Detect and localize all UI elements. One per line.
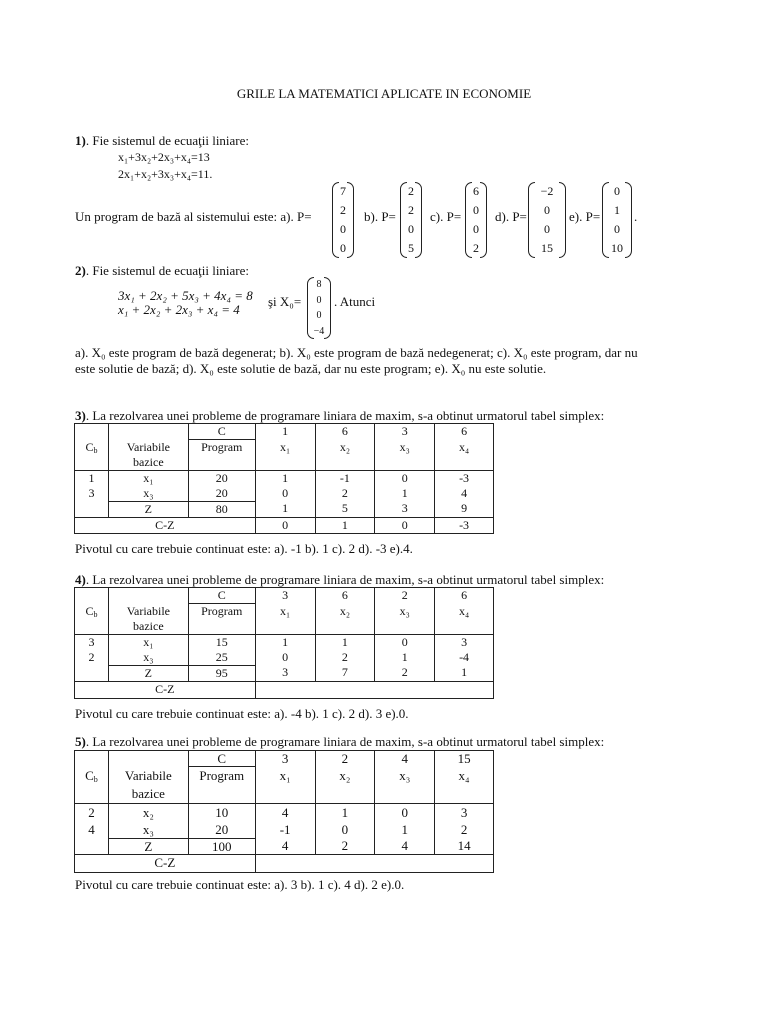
q5-intro-text: . La rezolvarea unei probleme de programare liniara de maxim, s-a obtinut urmatorul tabel simplex: — [85, 734, 605, 749]
q2-answers-line-2: este solutie de bază; d). X₀ este solutie de bază, dar nu este program; e). X₀ nu este solutie. — [75, 361, 547, 376]
matrix-cell: 5 — [408, 241, 414, 255]
c-value: 2 — [375, 588, 435, 604]
header-program: Program — [188, 440, 255, 471]
q2-answers-line-1: a). X₀ este program de bază degenerat; b). X₀ este program de bază nedegenerat; c). X₀ este program, dar nu — [75, 345, 638, 360]
table-row — [75, 665, 494, 681]
q2-si-x0: şi X₀= — [268, 294, 302, 309]
matrix-cell: 0 — [473, 203, 479, 217]
matrix-cell: 2 — [408, 184, 414, 198]
cell: 1 — [88, 470, 95, 485]
cell: 1 — [401, 821, 408, 837]
q5-number: 5) — [75, 734, 86, 749]
header-variabile — [108, 440, 188, 471]
q4-intro — [75, 573, 604, 586]
header-text: bazice — [133, 454, 164, 469]
table-row — [75, 751, 494, 767]
table-row — [75, 440, 494, 471]
cz-label: C-Z — [75, 681, 256, 698]
matrix-cell: 2 — [473, 241, 479, 255]
q1-end-period: . — [634, 209, 638, 224]
z-label: Z — [108, 665, 188, 681]
q3-simplex-table — [74, 423, 494, 534]
cell: 3 — [460, 804, 468, 820]
cell: 1 — [341, 804, 349, 820]
q1-equation-1: x₁+3x₂+2x₃+x₄=13 — [118, 150, 210, 164]
matrix-cell: 0 — [614, 222, 620, 236]
header-x: x₂ — [315, 604, 375, 635]
z-value: 1 — [255, 501, 315, 517]
table-row — [75, 424, 494, 440]
q2-number: 2) — [75, 263, 86, 278]
q2-intro — [75, 264, 249, 277]
cell: 3 — [88, 634, 95, 649]
q1-intro — [75, 134, 249, 147]
cell: 20 — [215, 485, 228, 500]
cell: -4 — [459, 649, 470, 664]
matrix-cell: 2 — [340, 203, 346, 217]
q2-intro-text: . Fie sistemul de ecuaţii liniare: — [85, 263, 250, 278]
q1-matrix-d — [528, 182, 566, 258]
header-x: x₂ — [315, 440, 375, 471]
table-row — [75, 634, 494, 665]
cell: 2 — [341, 485, 348, 500]
cell: 0 — [282, 485, 289, 500]
cell: 0 — [401, 634, 408, 649]
q1-equation-2: 2x₁+x₂+3x₃+x₄=11. — [118, 167, 213, 181]
header-program: Program — [188, 604, 255, 635]
cell: 20 — [215, 470, 228, 485]
cz-label: C-Z — [75, 854, 256, 872]
matrix-cell: 0 — [614, 184, 620, 198]
cell: 1 — [401, 485, 408, 500]
matrix-cell: 15 — [541, 241, 553, 255]
z-value: 4 — [255, 838, 315, 854]
cz-value: 0 — [375, 517, 435, 533]
cell: 0 — [341, 821, 349, 837]
cell: x₁ — [143, 634, 154, 649]
cell: 1 — [401, 649, 408, 664]
matrix-cell: −2 — [540, 184, 554, 198]
cell: 1 — [341, 634, 348, 649]
header-variabile — [108, 604, 188, 635]
matrix-cell: 1 — [614, 203, 620, 217]
header-variabile — [108, 767, 188, 804]
cz-empty — [255, 854, 493, 872]
header-c: C — [188, 588, 255, 604]
z-value: 3 — [375, 501, 435, 517]
q4-number: 4) — [75, 572, 86, 587]
header-text: Variabile — [124, 767, 172, 783]
header-cb: $C_b$ — [75, 767, 109, 804]
q1-matrix-e — [602, 182, 632, 258]
header-c: C — [188, 751, 255, 767]
cell: 0 — [401, 470, 408, 485]
c-value: 3 — [375, 424, 435, 440]
table-row — [75, 501, 494, 517]
cell: 2 — [341, 649, 348, 664]
cell: 20 — [215, 821, 229, 837]
cell: 0 — [401, 804, 408, 820]
matrix-cell: 7 — [340, 184, 346, 198]
header-c: C — [188, 424, 255, 440]
q1-option-d-label: d). P= — [495, 209, 527, 224]
table-row — [75, 767, 494, 804]
cell: x₃ — [143, 485, 154, 500]
q1-matrix-c — [465, 182, 487, 258]
matrix-cell: 0 — [544, 222, 550, 236]
cell: -1 — [339, 470, 350, 485]
q2-atunci: . Atunci — [334, 294, 376, 309]
c-value: 6 — [315, 588, 375, 604]
z-value: 5 — [315, 501, 375, 517]
cell: 15 — [215, 634, 228, 649]
header-x: x₁ — [255, 604, 315, 635]
header-x: x₁ — [255, 440, 315, 471]
cell: 0 — [282, 649, 289, 664]
table-row — [75, 854, 494, 872]
header-text: Variabile — [126, 603, 170, 618]
cz-value: -3 — [435, 517, 494, 533]
matrix-cell: 0 — [408, 222, 414, 236]
z-program: 100 — [188, 838, 255, 854]
q3-intro-text: . La rezolvarea unei probleme de programare liniara de maxim, s-a obtinut urmatorul tabel simplex: — [85, 408, 605, 423]
matrix-cell: 0 — [340, 241, 346, 255]
cell: 10 — [215, 804, 229, 820]
z-value: 2 — [375, 665, 435, 681]
z-value: 2 — [315, 838, 375, 854]
matrix-cell: 8 — [316, 279, 322, 291]
matrix-cell: −4 — [313, 325, 325, 337]
cz-value: 0 — [255, 517, 315, 533]
cell: 4 — [461, 485, 468, 500]
q3-number: 3) — [75, 408, 86, 423]
cell: 1 — [282, 470, 289, 485]
cell: -3 — [459, 470, 470, 485]
matrix-cell: 0 — [340, 222, 346, 236]
table-row — [75, 517, 494, 533]
z-program: 95 — [188, 665, 255, 681]
matrix-cell: 2 — [408, 203, 414, 217]
z-value: 1 — [435, 665, 494, 681]
cell: -1 — [279, 821, 291, 837]
q1-option-e-label: e). P= — [569, 209, 601, 224]
matrix-cell: 10 — [611, 241, 623, 255]
header-x: x₄ — [435, 604, 494, 635]
z-program: 80 — [188, 501, 255, 517]
q5-intro — [75, 735, 604, 748]
z-label: Z — [108, 501, 188, 517]
header-cb: $C_b$ — [75, 440, 109, 471]
z-value: 9 — [435, 501, 494, 517]
q1-intro-text: . Fie sistemul de ecuaţii liniare: — [85, 133, 250, 148]
q4-pivot: Pivotul cu care trebuie continuat este: a). -4 b). 1 c). 2 d). 3 e).0. — [75, 706, 409, 721]
cell: 2 — [88, 804, 95, 820]
z-value: 4 — [375, 838, 435, 854]
table-row — [75, 604, 494, 635]
cell: 3 — [461, 634, 468, 649]
header-x: x₄ — [435, 440, 494, 471]
table-row — [75, 838, 494, 854]
table-row — [75, 803, 494, 838]
q3-intro — [75, 409, 604, 422]
c-value: 1 — [255, 424, 315, 440]
cell: 4 — [281, 804, 289, 820]
q4-simplex-table — [74, 587, 494, 699]
table-row — [75, 470, 494, 501]
header-text: Variabile — [126, 439, 170, 454]
cell: 4 — [88, 821, 95, 837]
c-value: 6 — [435, 588, 494, 604]
matrix-cell: 0 — [316, 310, 322, 322]
header-x: x₃ — [375, 767, 435, 804]
c-value: 3 — [255, 751, 315, 767]
c-value: 15 — [435, 751, 494, 767]
c-value: 2 — [315, 751, 375, 767]
q2-equation-2: x₁ + 2x₂ + 2x₃ + x₄ = 4 — [118, 302, 240, 317]
table-row — [75, 681, 494, 698]
q1-option-b-label: b). P= — [364, 209, 396, 224]
z-value: 3 — [255, 665, 315, 681]
q1-number: 1) — [75, 133, 86, 148]
q4-intro-text: . La rezolvarea unei probleme de programare liniara de maxim, s-a obtinut urmatorul tabel simplex: — [85, 572, 605, 587]
c-value: 6 — [315, 424, 375, 440]
q3-pivot: Pivotul cu care trebuie continuat este: a). -1 b). 1 c). 2 d). -3 e).4. — [75, 541, 413, 556]
cell: x₃ — [143, 649, 154, 664]
q1-option-c-label: c). P= — [430, 209, 462, 224]
q2-equation-1: 3x₁ + 2x₂ + 5x₃ + 4x₄ = 8 — [118, 288, 253, 303]
z-value: 7 — [315, 665, 375, 681]
c-value: 6 — [435, 424, 494, 440]
header-x: x₂ — [315, 767, 375, 804]
cz-value: 1 — [315, 517, 375, 533]
cell: 3 — [88, 485, 95, 500]
header-program: Program — [188, 767, 255, 804]
matrix-cell: 0 — [316, 294, 322, 306]
header-cb: $C_b$ — [75, 604, 109, 635]
header-text: bazice — [131, 785, 165, 801]
page-title: GRILE LA MATEMATICI APLICATE IN ECONOMIE — [236, 86, 532, 101]
cell: 2 — [88, 649, 95, 664]
c-value: 4 — [375, 751, 435, 767]
cell: x₃ — [142, 821, 154, 837]
header-x: x₁ — [255, 767, 315, 804]
header-text: bazice — [133, 618, 164, 633]
q5-pivot: Pivotul cu care trebuie continuat este: a). 3 b). 1 c). 4 d). 2 e).0. — [75, 877, 405, 892]
q1-matrix-a — [332, 182, 354, 258]
q2-x0-matrix — [307, 277, 331, 339]
matrix-cell: 0 — [544, 203, 550, 217]
cell: 1 — [282, 634, 289, 649]
z-value: 14 — [435, 838, 494, 854]
cz-empty — [255, 681, 493, 698]
c-value: 3 — [255, 588, 315, 604]
header-x: x₃ — [375, 440, 435, 471]
table-row — [75, 588, 494, 604]
q1-matrix-b — [400, 182, 422, 258]
z-label: Z — [108, 838, 188, 854]
matrix-cell: 6 — [473, 184, 479, 198]
cell: 2 — [460, 821, 468, 837]
q1-question: Un program de bază al sistemului este: a). P= — [75, 209, 312, 224]
cz-label: C-Z — [75, 517, 256, 533]
q5-simplex-table — [74, 750, 494, 873]
header-x: x₃ — [375, 604, 435, 635]
header-x: x₄ — [435, 767, 494, 804]
cell: x₂ — [142, 804, 154, 820]
cell: 25 — [215, 649, 228, 664]
cell: x₁ — [143, 470, 154, 485]
matrix-cell: 0 — [473, 222, 479, 236]
